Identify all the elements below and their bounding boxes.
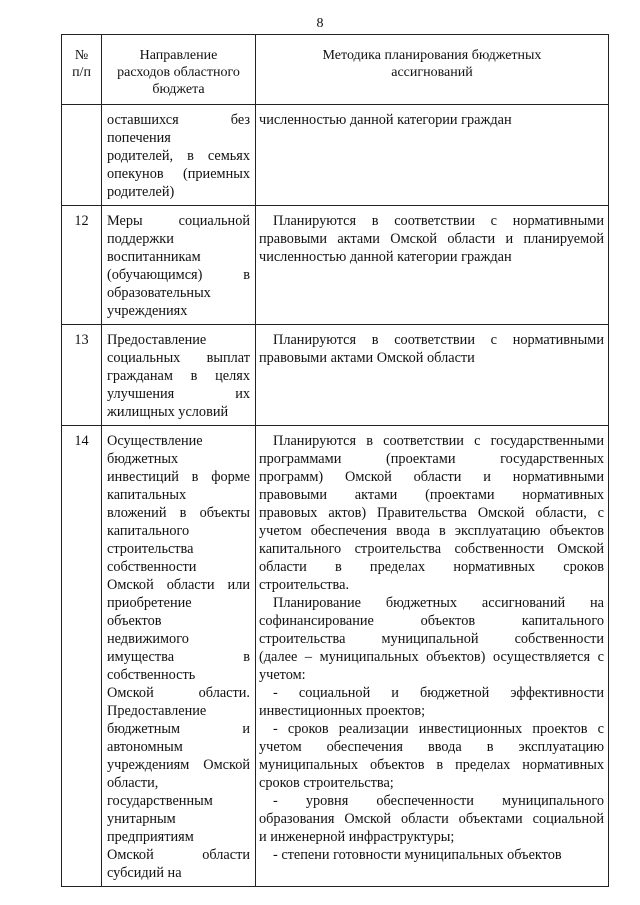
direction-line: бюджетным и — [107, 721, 250, 737]
method-line: программ) Омской области и нормативными — [259, 469, 604, 485]
header-num: № п/п — [62, 35, 102, 105]
direction-line: опекунов (приемных — [107, 166, 250, 182]
row-direction — [102, 206, 256, 325]
direction-line: (обучающимся) в — [107, 267, 250, 283]
row-direction — [102, 325, 256, 426]
method-line: Планируются в соответствии с нормативными — [273, 332, 604, 348]
direction-line: учреждениях — [107, 303, 188, 319]
row-method — [256, 105, 609, 206]
table-row — [62, 426, 609, 887]
direction-line: образовательных — [107, 285, 211, 301]
direction-line: области, — [107, 775, 159, 791]
direction-line: объектов — [107, 613, 162, 629]
direction-line: бюджетных — [107, 451, 179, 467]
method-line: области в пределах нормативных сроков — [259, 559, 604, 575]
page-number: 8 — [316, 16, 324, 31]
method-line: сроков строительства; — [259, 775, 394, 791]
direction-line: жилищных условий — [107, 404, 229, 420]
direction-line: попечения — [107, 130, 171, 146]
direction-line: родителей) — [107, 184, 175, 200]
direction-line: собственности — [107, 559, 197, 575]
method-line: - сроков реализации инвестиционных проектов с — [273, 721, 604, 737]
direction-line: Омской области. — [107, 685, 250, 701]
method-line: правовыми актами (проектами нормативных — [259, 487, 604, 503]
method-line: правовых актов) Правительства Омской области, с — [259, 505, 604, 521]
method-line: численностью данной категории граждан — [259, 249, 512, 265]
direction-line: Омской области — [107, 847, 250, 863]
method-line: строительства. — [259, 577, 350, 593]
direction-line: унитарным — [107, 811, 176, 827]
direction-line: вложений в объекты — [107, 505, 250, 521]
row-direction — [102, 426, 256, 887]
method-line: капитального строительства собственности Омской — [259, 541, 604, 557]
row-number — [62, 105, 102, 206]
row-number: 14 — [62, 426, 102, 887]
direction-line: предприятиям — [107, 829, 194, 845]
row-number: 12 — [62, 206, 102, 325]
direction-line: Предоставление — [107, 332, 207, 348]
direction-line: инвестиций в форме — [107, 469, 250, 485]
row-number: 13 — [62, 325, 102, 426]
method-paragraph — [259, 720, 604, 792]
method-paragraph — [259, 846, 604, 864]
method-paragraph — [259, 432, 604, 594]
method-line: софинансирование объектов капитального — [259, 613, 604, 629]
method-line: - социальной и бюджетной эффективности — [273, 685, 604, 701]
method-line: численностью данной категории граждан — [259, 112, 512, 128]
method-line: Планирование бюджетных ассигнований на — [273, 595, 604, 611]
method-line: правовыми актами Омской области — [259, 350, 475, 366]
direction-line: Осуществление — [107, 433, 203, 449]
direction-line: автономным — [107, 739, 183, 755]
method-line: (далее – муниципальных объектов) осуществляется с — [259, 649, 604, 665]
method-line: муниципальных объектов в пределах нормативных — [259, 757, 604, 773]
budget-methodology-table — [61, 34, 609, 887]
method-line: строительства муниципальной собственности — [259, 631, 604, 647]
direction-line: учреждениям Омской — [107, 757, 250, 773]
method-line: и инженерной инфраструктуры; — [259, 829, 455, 845]
direction-line: субсидий на — [107, 865, 182, 881]
direction-line: Меры социальной — [107, 213, 250, 229]
method-line: учетом: — [259, 667, 306, 683]
table-row — [62, 325, 609, 426]
header-direction: Направление расходов областного бюджета — [102, 35, 256, 105]
method-line: учетом обеспечения ввода в эксплуатацию объектов — [259, 523, 604, 539]
method-line: - уровня обеспеченности муниципального — [273, 793, 604, 809]
row-method — [256, 426, 609, 887]
method-line: правовыми актами Омской области и планируемой — [259, 231, 604, 247]
method-line: образования Омской области объектами социальной — [259, 811, 604, 827]
table-header-row — [62, 35, 609, 105]
header-method: Методика планирования бюджетных ассигнований — [256, 35, 609, 105]
method-paragraph — [259, 331, 604, 367]
direction-line: гражданам в целях — [107, 368, 250, 384]
table-row — [62, 105, 609, 206]
method-paragraph — [259, 684, 604, 720]
direction-line: государственным — [107, 793, 213, 809]
direction-line: приобретение — [107, 595, 192, 611]
method-paragraph — [259, 212, 604, 266]
method-line: инвестиционных проектов; — [259, 703, 426, 719]
direction-line: поддержки — [107, 231, 174, 247]
method-line: учетом обеспечения ввода в эксплуатацию — [259, 739, 604, 755]
direction-line: Омской области или — [107, 577, 250, 593]
direction-line: недвижимого — [107, 631, 189, 647]
direction-line: капитальных — [107, 487, 187, 503]
direction-line: социальных выплат — [107, 350, 250, 366]
direction-line: воспитанникам — [107, 249, 201, 265]
direction-line: оставшихся без — [107, 112, 250, 128]
method-paragraph — [259, 111, 604, 129]
table-row — [62, 206, 609, 325]
row-method — [256, 206, 609, 325]
direction-line: капитального — [107, 523, 190, 539]
row-direction — [102, 105, 256, 206]
direction-line: улучшения их — [107, 386, 250, 402]
method-paragraph — [259, 792, 604, 846]
method-line: Планируются в соответствии с нормативными — [273, 213, 604, 229]
row-method — [256, 325, 609, 426]
direction-line: строительства — [107, 541, 194, 557]
method-line: - степени готовности муниципальных объектов — [273, 847, 562, 863]
direction-line: Предоставление — [107, 703, 207, 719]
direction-line: собственность — [107, 667, 196, 683]
method-paragraph — [259, 594, 604, 684]
method-line: программами (проектами государственных — [259, 451, 604, 467]
method-line: Планируются в соответствии с государственными — [273, 433, 604, 449]
direction-line: родителей, в семьях — [107, 148, 250, 164]
direction-line: имущества в — [107, 649, 250, 665]
